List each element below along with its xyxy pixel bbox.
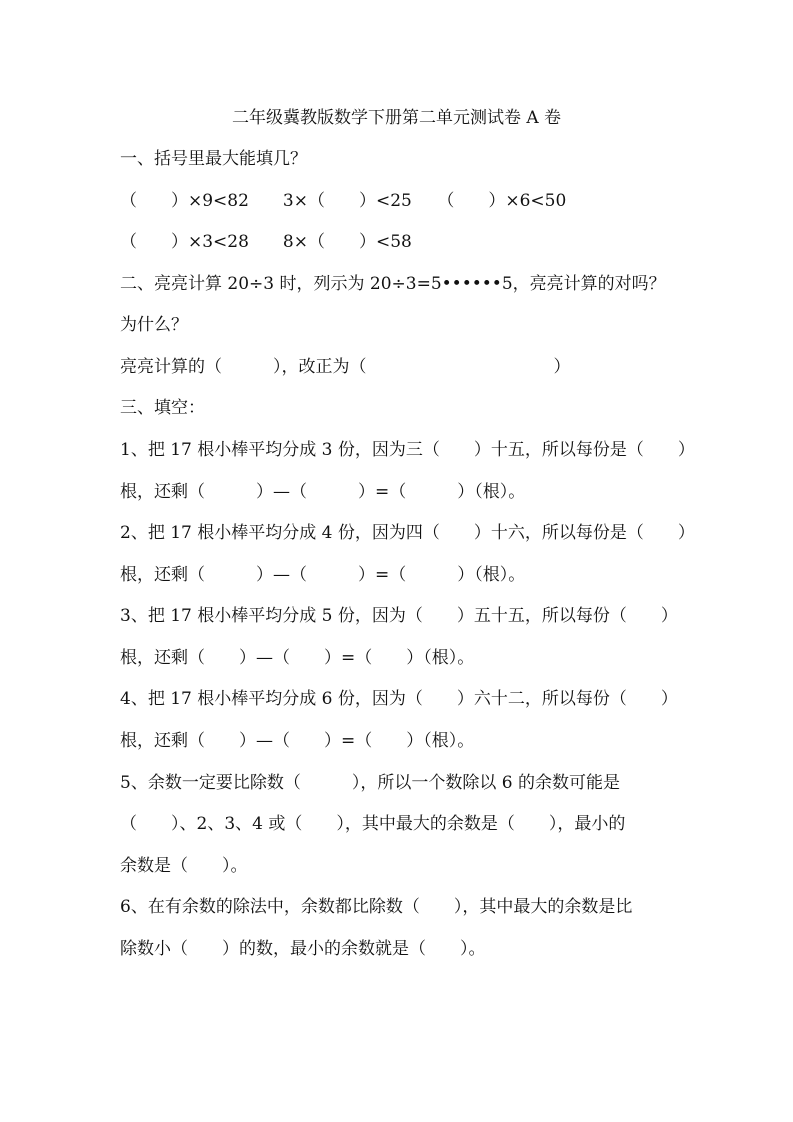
- section-2-answer: 亮亮计算的（ ），改正为（ ）: [120, 357, 571, 377]
- section-2-question: 二、亮亮计算 20÷3 时，列示为 20÷3=5••••••5，亮亮计算的对吗？: [120, 274, 666, 294]
- q4-line-2: 根，还剩（ ）—（ ）=（ ）（根）。: [120, 731, 475, 751]
- q5-line-3: 余数是（ ）。: [120, 856, 248, 876]
- q2-line-1: 2、把 17 根小棒平均分成 4 份，因为四（ ）十六，所以每份是（ ）: [120, 523, 695, 543]
- q5-line-1: 5、余数一定要比除数（ ），所以一个数除以 6 的余数可能是: [120, 773, 620, 793]
- q2-line-2: 根，还剩（ ）—（ ）=（ ）（根）。: [120, 565, 526, 585]
- q4-line-1: 4、把 17 根小棒平均分成 6 份，因为（ ）六十二，所以每份（ ）: [120, 689, 678, 709]
- q1-line-2: 根，还剩（ ）—（ ）=（ ）（根）。: [120, 482, 526, 502]
- section-2-question-cont: 为什么？: [120, 315, 188, 335]
- page-title: 二年级冀教版数学下册第二单元测试卷 A 卷: [231, 108, 562, 128]
- q3-line-1: 3、把 17 根小棒平均分成 5 份，因为（ ）五十五，所以每份（ ）: [120, 606, 678, 626]
- section-3-heading: 三、填空：: [120, 398, 205, 418]
- q1-line-1: 1、把 17 根小棒平均分成 3 份，因为三（ ）十五，所以每份是（ ）: [120, 440, 695, 460]
- q6-line-2: 除数小（ ）的数，最小的余数就是（ ）。: [120, 939, 486, 959]
- section-1-row-1: （ ）×9<82 3×（ ）<25 （ ）×6<50: [120, 191, 567, 211]
- section-1-heading: 一、括号里最大能填几？: [120, 149, 307, 169]
- q3-line-2: 根，还剩（ ）—（ ）=（ ）（根）。: [120, 648, 475, 668]
- section-1-row-2: （ ）×3<28 8×（ ）<58: [120, 232, 412, 252]
- q6-line-1: 6、在有余数的除法中，余数都比除数（ ），其中最大的余数是比: [120, 897, 633, 917]
- q5-line-2: （ ）、2、3、4 或（ ），其中最大的余数是（ ），最小的: [120, 814, 626, 834]
